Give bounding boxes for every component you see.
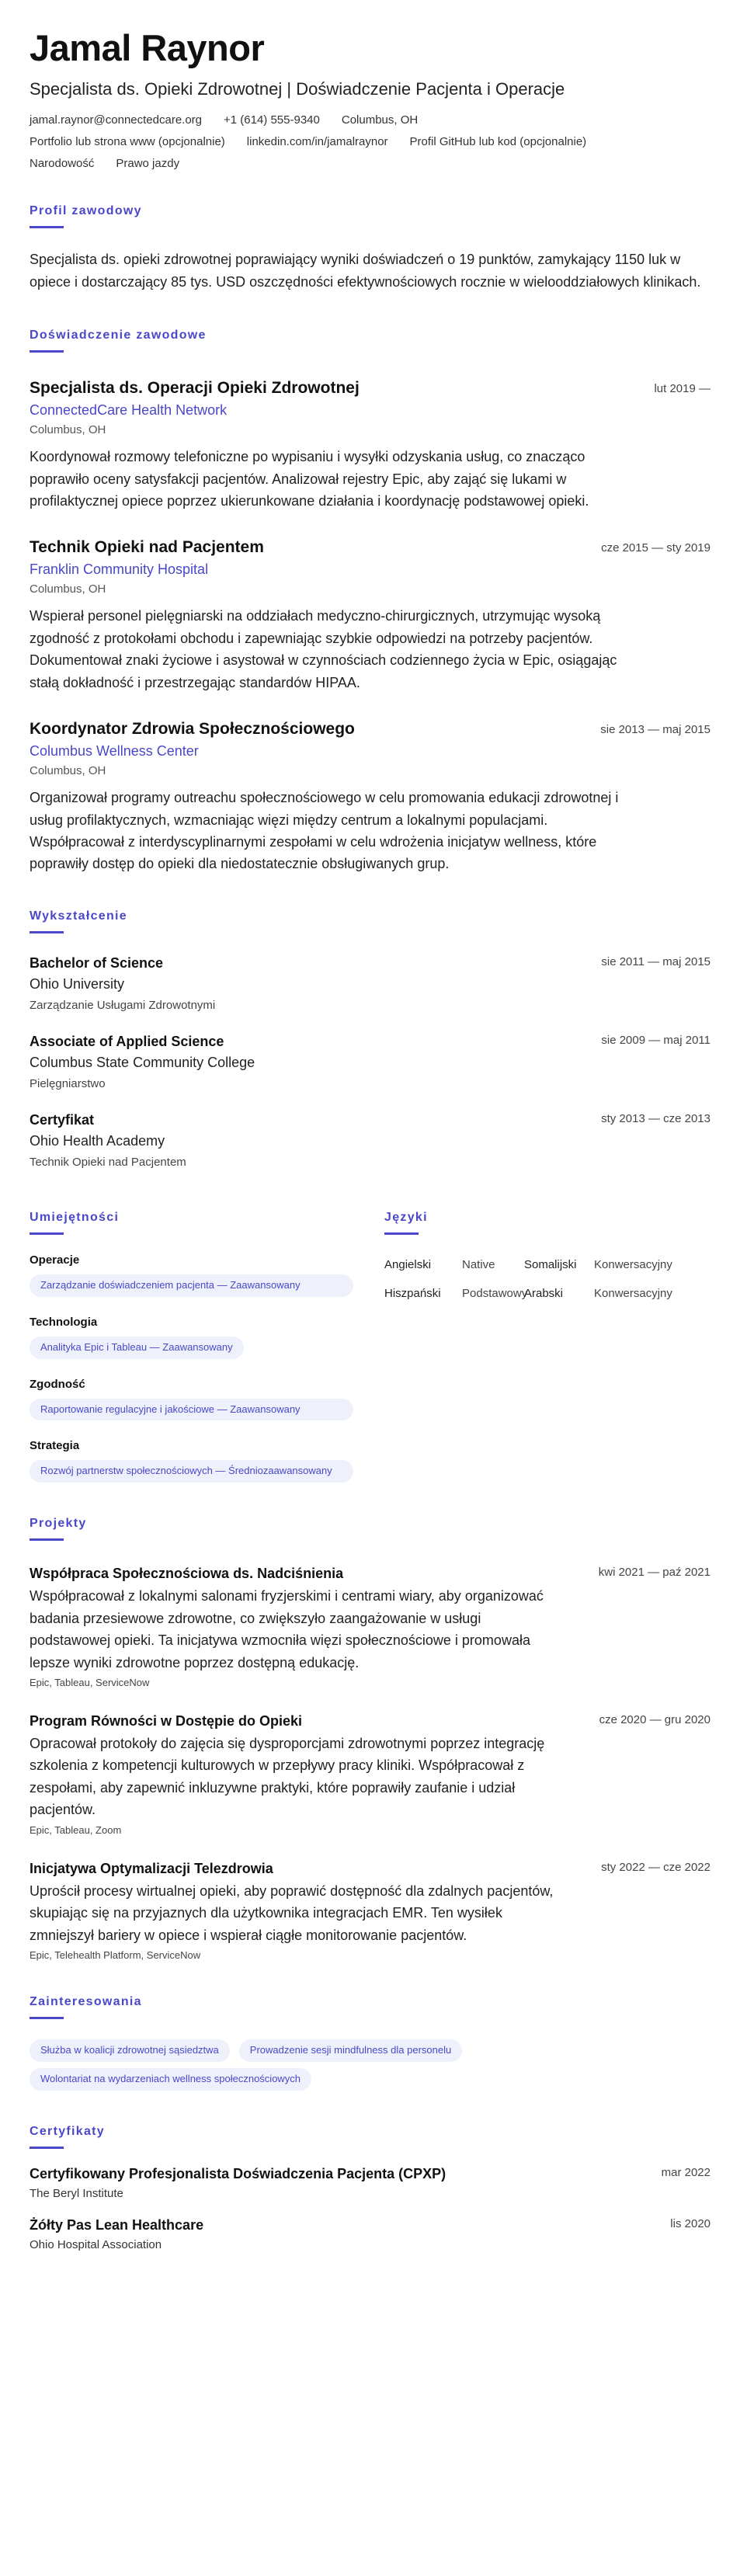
project-entry bbox=[30, 1713, 710, 1836]
job-title: Specjalista ds. Operacji Opieki Zdrowotnej bbox=[30, 379, 360, 398]
section-divider bbox=[30, 2017, 64, 2019]
edu-field: Technik Opieki nad Pacjentem bbox=[30, 1155, 186, 1169]
section-title: Doświadczenie zawodowe bbox=[30, 329, 207, 342]
language-name: Arabski bbox=[524, 1286, 564, 1300]
education-entry bbox=[30, 1112, 710, 1169]
summary-text: Specjalista ds. opieki zdrowotnej poprawiający wyniki doświadczeń o 19 punktów, zamykający 1150 luk w opiece i dostarczający 85 tys. USD oszczędności efektywnościowych rocznie w wielooddziałowych klinikach. bbox=[30, 251, 701, 290]
edu-date: sie 2011 — maj 2015 bbox=[601, 954, 710, 968]
skill-group bbox=[30, 1378, 353, 1421]
job-description: Wspierał personel pielęgniarski na oddziałach medyczno-chirurgicznych, utrzymując wysoką zgodność z protokołami obchodu i zapewniając szybkie odpowiedzi na potrzeby pacjentów. Dokumentował znaki życiowe i asystował w czynnościach codziennego życia w Epic, osiągając stałą dokładność i przestrzegając standardów HIPAA. bbox=[30, 608, 617, 690]
project-tech: Epic, Tableau, Zoom bbox=[30, 1823, 122, 1836]
job-company: ConnectedCare Health Network bbox=[30, 402, 228, 419]
certificates-section bbox=[30, 2125, 710, 2251]
job-title: Technik Opieki nad Pacjentem bbox=[30, 538, 264, 557]
interest-tag: Wolontariat na wydarzeniach wellness społecznościowych bbox=[30, 2068, 311, 2091]
section-divider bbox=[30, 350, 64, 353]
edu-school: Columbus State Community College bbox=[30, 1054, 255, 1070]
section-title: Profil zawodowy bbox=[30, 203, 142, 217]
job-entry bbox=[30, 720, 710, 875]
languages-section bbox=[384, 1211, 710, 1483]
education-section bbox=[30, 909, 710, 1169]
job-title: Koordynator Zdrowia Społecznościowego bbox=[30, 720, 355, 739]
section-title: Zainteresowania bbox=[30, 1995, 142, 2009]
interests-list bbox=[30, 2039, 526, 2091]
project-title: Program Równości w Dostępie do Opieki bbox=[30, 1713, 303, 1729]
skill-tag: Analityka Epic i Tableau — Zaawansowany bbox=[30, 1337, 244, 1359]
section-title: Projekty bbox=[30, 1517, 87, 1531]
project-date: sty 2022 — cze 2022 bbox=[601, 1860, 710, 1874]
section-title: Języki bbox=[384, 1210, 428, 1224]
experience-section bbox=[30, 329, 710, 875]
edu-school: Ohio University bbox=[30, 975, 125, 992]
linkedin-link[interactable]: linkedin.com/in/jamalraynor bbox=[246, 134, 388, 148]
language-level: Konwersacyjny bbox=[594, 1286, 672, 1300]
project-entry bbox=[30, 1861, 710, 1961]
job-description: Organizował programy outreachu społecznościowego w celu promowania edukacji zdrowotnej i usług profilaktycznych, wzmacniając więzi między centrum a lokalnymi populacjami. Współpracował z interdyscyplinarnymi zespołami w celu wdrożenia inicjatyw wellness, które poprawiły dostęp do opieki dla niedostatecznie obsługiwanych grup. bbox=[30, 790, 619, 872]
language-level: Konwersacyjny bbox=[594, 1257, 672, 1271]
email-link[interactable]: jamal.raynor@connectedcare.org bbox=[30, 113, 203, 127]
project-tech: Epic, Tableau, ServiceNow bbox=[30, 1677, 150, 1688]
job-location: Columbus, OH bbox=[30, 582, 106, 596]
language-name: Somalijski bbox=[524, 1257, 577, 1271]
section-divider bbox=[30, 226, 64, 228]
contact-row bbox=[30, 157, 710, 170]
interests-section bbox=[30, 1995, 710, 2091]
job-location: Columbus, OH bbox=[30, 764, 106, 778]
edu-degree: Bachelor of Science bbox=[30, 954, 164, 971]
section-divider bbox=[30, 1538, 64, 1541]
certificate-date: lis 2020 bbox=[670, 2216, 710, 2230]
job-date: sie 2013 — maj 2015 bbox=[600, 723, 710, 737]
edu-date: sie 2009 — maj 2011 bbox=[601, 1033, 710, 1047]
job-entry bbox=[30, 538, 710, 694]
job-description: Koordynował rozmowy telefoniczne po wypisaniu i wysyłki odzyskania usług, co znacząco poprawiło oceny satysfakcji pacjentów. Analizował rejestry Epic, aby zająć się lukami w profilaktycznej opiece poprzez ukierunkowane działania i koordynację podstawowej opieki. bbox=[30, 449, 589, 509]
location-text: Columbus, OH bbox=[341, 113, 419, 127]
project-title: Współpraca Społecznościowa ds. Nadciśnienia bbox=[30, 1566, 344, 1582]
language-level: Podstawowy bbox=[462, 1286, 528, 1300]
skill-group bbox=[30, 1439, 353, 1483]
contact-row bbox=[30, 113, 710, 127]
section-divider bbox=[384, 1232, 419, 1235]
project-description: Współpracował z lokalnymi salonami fryzjerskimi i centrami wiary, aby organizować badania przesiewowe zdrowotne, co zwiększyło zaangażowanie w usługi podstawowej opieki. Ta inicjatywa wzmocniła więzi społecznościowe i promowała lepsze wyniki zdrowotne poprzez dostępną edukację. bbox=[30, 1588, 544, 1670]
skills-languages-row bbox=[30, 1211, 710, 1483]
skill-tag: Zarządzanie doświadczeniem pacjenta — Zaawansowany bbox=[30, 1274, 353, 1297]
job-date: cze 2015 — sty 2019 bbox=[601, 541, 710, 555]
project-description: Uprościł procesy wirtualnej opieki, aby poprawić dostępność dla zdalnych pacjentów, skupiając się na przyjaznych dla użytkownika integracjach EMR. Ten wysiłek zmniejszył bariery w opiece i wspierał ciągłe monitorowanie pacjentów. bbox=[30, 1882, 554, 1943]
candidate-headline: Specjalista ds. Opieki Zdrowotnej | Doświadczenie Pacjenta i Operacje bbox=[30, 78, 565, 99]
project-description: Opracował protokoły do zajęcia się dysproporcjami zdrowotnymi poprzez integrację szkolenia z kompetencji kulturowych w przepływy pracy kliniki. Współpracował z zespołami, aby zapewnić inkluzywne praktyki, które poprawiły zaufanie i udział pacjentów. bbox=[30, 1736, 545, 1818]
skill-category: Strategia bbox=[30, 1439, 80, 1453]
skill-category: Operacje bbox=[30, 1253, 80, 1267]
contact-block bbox=[30, 113, 710, 170]
summary-section bbox=[30, 204, 710, 294]
project-title: Inicjatywa Optymalizacji Telezdrowia bbox=[30, 1860, 273, 1876]
job-entry bbox=[30, 379, 710, 512]
language-name: Hiszpański bbox=[384, 1286, 441, 1300]
job-company: Franklin Community Hospital bbox=[30, 561, 209, 578]
driving-license-text: Prawo jazdy bbox=[116, 156, 180, 170]
skill-group bbox=[30, 1316, 353, 1359]
github-link[interactable]: Profil GitHub lub kod (opcjonalnie) bbox=[409, 134, 587, 148]
edu-school: Ohio Health Academy bbox=[30, 1132, 165, 1149]
section-divider bbox=[30, 2147, 64, 2149]
certificate-date: mar 2022 bbox=[661, 2165, 710, 2179]
education-entry bbox=[30, 1034, 710, 1090]
certificate-entry bbox=[30, 2217, 710, 2251]
certificate-name: Certyfikowany Profesjonalista Doświadczenia Pacjenta (CPXP) bbox=[30, 2165, 446, 2181]
section-title: Wykształcenie bbox=[30, 909, 127, 923]
certificate-issuer: Ohio Hospital Association bbox=[30, 2237, 162, 2251]
section-divider bbox=[30, 931, 64, 933]
candidate-name: Jamal Raynor bbox=[30, 27, 265, 68]
job-location: Columbus, OH bbox=[30, 423, 106, 437]
languages-grid bbox=[384, 1258, 710, 1300]
language-name: Angielski bbox=[384, 1257, 432, 1271]
contact-row bbox=[30, 135, 710, 148]
skill-tag: Rozwój partnerstw społecznościowych — Średniozaawansowany bbox=[30, 1460, 353, 1483]
interest-tag: Prowadzenie sesji mindfulness dla personelu bbox=[239, 2039, 462, 2062]
skills-section bbox=[30, 1211, 353, 1483]
edu-degree: Associate of Applied Science bbox=[30, 1033, 224, 1049]
edu-field: Zarządzanie Usługami Zdrowotnymi bbox=[30, 998, 216, 1012]
skill-tag: Raportowanie regulacyjne i jakościowe — Zaawansowany bbox=[30, 1399, 353, 1421]
project-date: cze 2020 — gru 2020 bbox=[599, 1713, 710, 1726]
edu-degree: Certyfikat bbox=[30, 1111, 95, 1128]
project-date: kwi 2021 — paź 2021 bbox=[598, 1566, 710, 1580]
nationality-text: Narodowość bbox=[30, 156, 95, 170]
interest-tag: Służba w koalicji zdrowotnej sąsiedztwa bbox=[30, 2039, 230, 2062]
certificate-issuer: The Beryl Institute bbox=[30, 2186, 123, 2200]
phone-text: +1 (614) 555-9340 bbox=[224, 113, 320, 127]
section-divider bbox=[30, 1232, 64, 1235]
certificate-entry bbox=[30, 2166, 710, 2200]
section-title: Umiejętności bbox=[30, 1210, 120, 1224]
project-tech: Epic, Telehealth Platform, ServiceNow bbox=[30, 1949, 201, 1962]
job-company: Columbus Wellness Center bbox=[30, 743, 199, 760]
resume-header bbox=[30, 28, 710, 170]
skill-category: Zgodność bbox=[30, 1377, 85, 1391]
job-date: lut 2019 — bbox=[654, 382, 710, 396]
skill-category: Technologia bbox=[30, 1315, 98, 1329]
projects-section bbox=[30, 1517, 710, 1961]
certificate-name: Żółty Pas Lean Healthcare bbox=[30, 2216, 204, 2233]
project-entry bbox=[30, 1566, 710, 1688]
education-entry bbox=[30, 955, 710, 1012]
edu-date: sty 2013 — cze 2013 bbox=[601, 1111, 710, 1125]
language-level: Native bbox=[462, 1257, 495, 1271]
section-title: Certyfikaty bbox=[30, 2124, 106, 2138]
edu-field: Pielęgniarstwo bbox=[30, 1076, 106, 1090]
portfolio-link[interactable]: Portfolio lub strona www (opcjonalnie) bbox=[30, 134, 225, 148]
skill-group bbox=[30, 1253, 353, 1297]
